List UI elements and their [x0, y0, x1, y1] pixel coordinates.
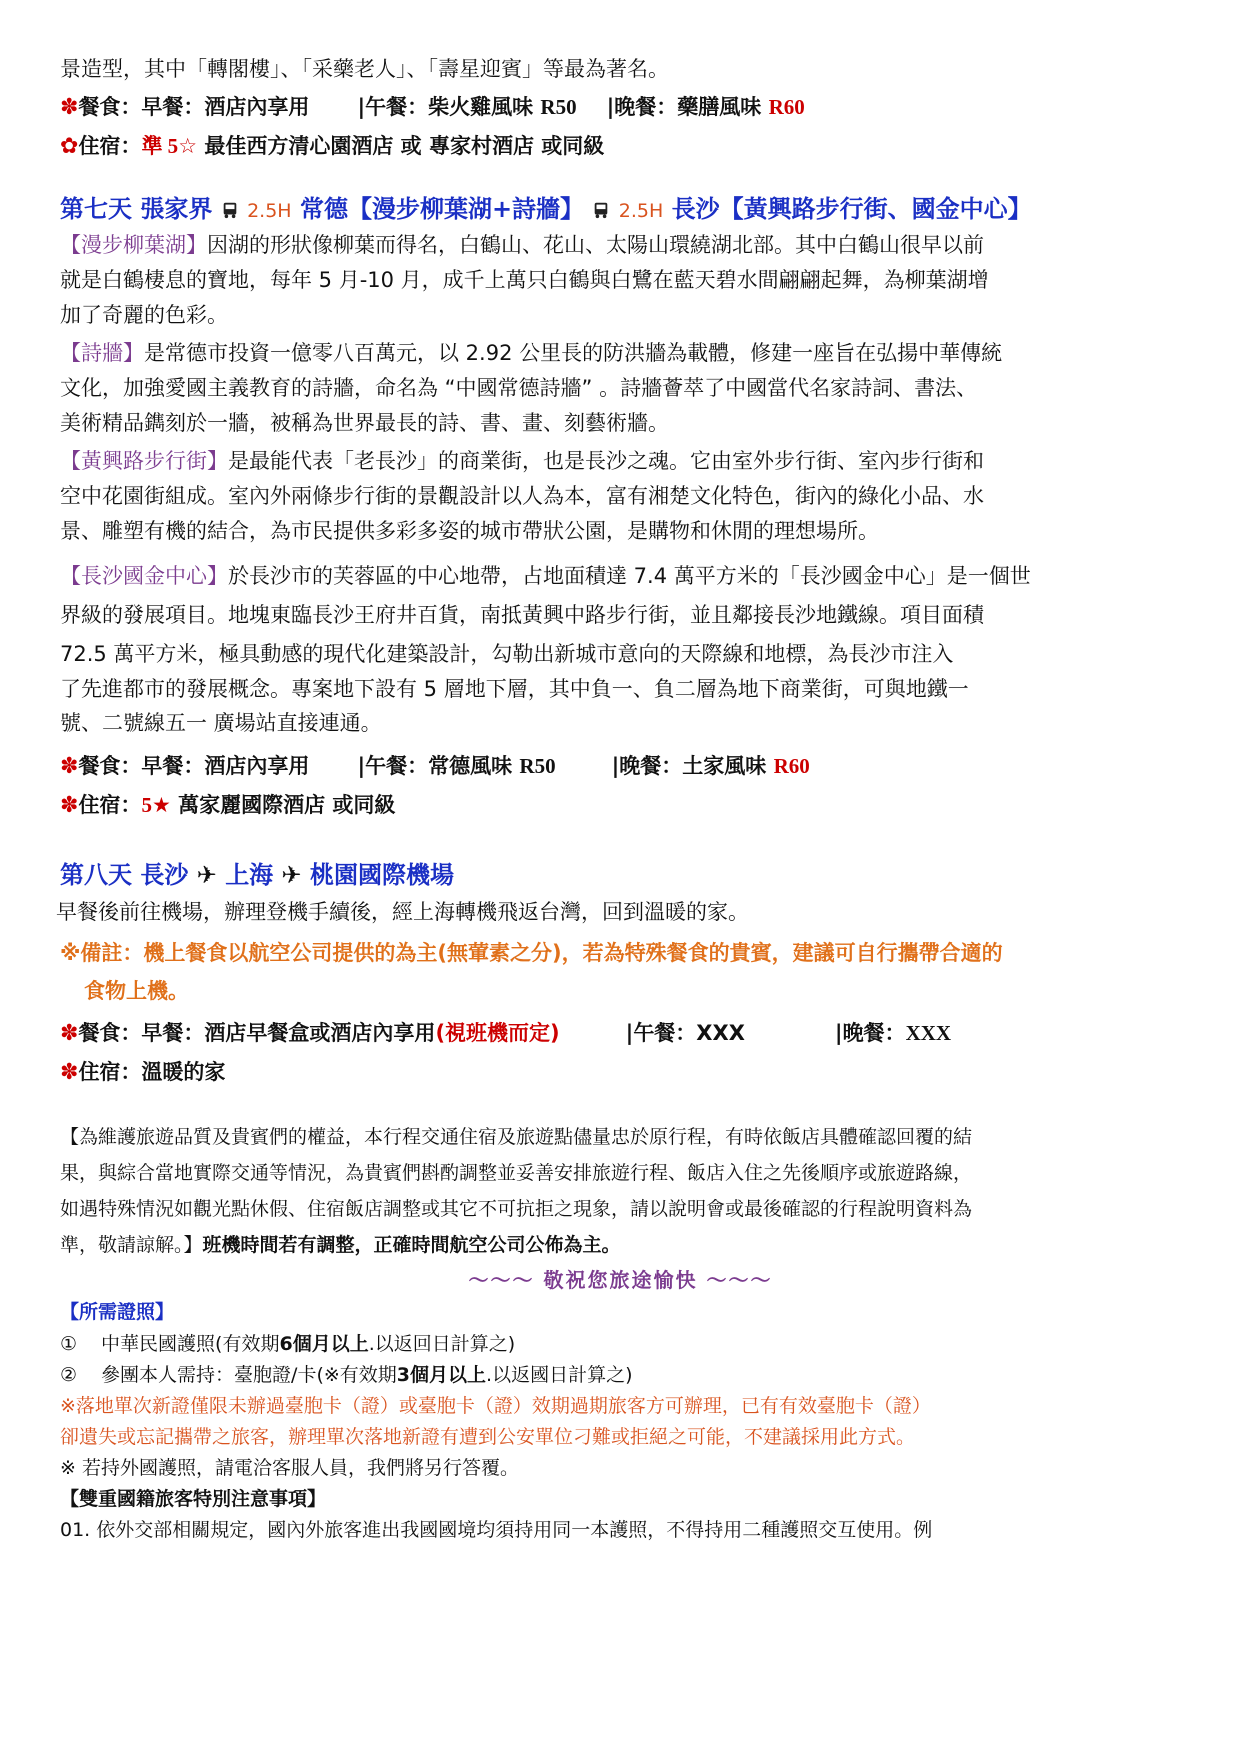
- flower-icon: ✽: [60, 754, 79, 779]
- notice-line1: 【為維護旅遊品質及貴賓們的權益，本行程交通住宿及旅遊點儘量忠於原行程，有時依飯店具體確認回覆的結: [60, 1126, 973, 1148]
- docs-warn-line1: ※落地單次新證僅限未辦過臺胞卡（證）或臺胞卡（證）效期過期旅客方可辦理，已有有效臺胞卡（證）: [60, 1395, 931, 1417]
- day8-note-line2: 食物上機。: [84, 979, 189, 1003]
- flower-icon: ✽: [60, 793, 79, 818]
- notice-line2: 果，與綜合當地實際交通等情況，為貴賓們斟酌調整並妥善安排旅遊行程、飯店入住之先後順序或旅遊路線，: [60, 1162, 973, 1184]
- docs-foreign: ※ 若持外國護照，請電洽客服人員，我們將另行答覆。: [60, 1457, 519, 1479]
- ifs-line1: 【長沙國金中心】於長沙市的芙蓉區的中心地帶，占地面積達 7.4 萬平方米的「長沙國金中心」是一個世: [60, 564, 1031, 588]
- docs-warn-line2: 卻遺失或忘記攜帶之旅客，辦理單次落地新證有遭到公安單位刁難或拒絕之可能，不建議採用此方式。: [60, 1426, 916, 1448]
- huangxing-line2: 空中花園街組成。室內外兩條步行街的景觀設計以人為本，富有湘楚文化特色，街內的綠化小品、水: [60, 484, 984, 508]
- huangxing-line1: 【黃興路步行街】是最能代表「老長沙」的商業街，也是長沙之魂。它由室外步行街、室內步行街和: [60, 449, 984, 473]
- day6-hotel: ✿住宿：準 5☆ 最佳西方清心園酒店 或 專家村酒店 或同級: [60, 134, 605, 159]
- poem-wall-line1: 【詩牆】是常德市投資一億零八百萬元，以 2.92 公里長的防洪牆為載體，修建一座旨在弘揚中華傳統: [60, 341, 1003, 365]
- airplane-icon: ✈: [196, 861, 217, 889]
- day7-title: 第七天 張家界 2.5H 常德【漫步柳葉湖+詩牆】 2.5H 長沙【黃興路步行街、國金中心】: [60, 195, 1032, 223]
- poem-wall-line3: 美術精品鐫刻於一牆，被稱為世界最長的詩、書、畫、刻藝術牆。: [60, 411, 669, 435]
- bus-icon: [592, 201, 610, 219]
- intro-line: 景造型，其中「轉閣樓」、「采藥老人」、「壽星迎賓」等最為著名。: [60, 57, 669, 81]
- liuye-lake-line3: 加了奇麗的色彩。: [60, 303, 228, 327]
- flower-icon: ✿: [60, 134, 79, 159]
- day8-meals: ✽餐食：早餐：酒店早餐盒或酒店內享用(視班機而定) |午餐：XXX |晚餐：XXX: [60, 1021, 952, 1046]
- liuye-lake-line2: 就是白鶴棲息的寶地，每年 5 月-10 月，成千上萬只白鶴與白鷺在藍天碧水間翩翩起舞，為柳葉湖增: [60, 268, 989, 292]
- ifs-line3: 72.5 萬平方米，極具動感的現代化建築設計，勾勒出新城市意向的天際線和地標，為長沙市注入: [60, 642, 954, 666]
- star-outline-icon: ☆: [178, 134, 198, 158]
- flower-icon: ✽: [60, 1021, 79, 1046]
- poem-wall-line2: 文化，加強愛國主義教育的詩牆，命名為 “中國常德詩牆” 。詩牆薈萃了中國當代名家詩詞、書法、: [60, 376, 978, 400]
- docs-item1: ① 中華民國護照(有效期6個月以上.以返回日計算之): [60, 1333, 516, 1355]
- ifs-line4: 了先進都市的發展概念。專案地下設有 5 層地下層，其中負一、負二層為地下商業街，可與地鐵一: [60, 677, 969, 701]
- dual-line1: 01. 依外交部相關規定，國內外旅客進出我國國境均須持用同一本護照，不得持用二種護照交互使用。例: [60, 1519, 933, 1541]
- notice-line3: 如遇特殊情況如觀光點休假、住宿飯店調整或其它不可抗拒之現象，請以說明會或最後確認的行程說明資料為: [60, 1198, 973, 1220]
- dual-title: 【雙重國籍旅客特別注意事項】: [60, 1488, 327, 1510]
- day7-meals: ✽餐食：早餐：酒店內享用 |午餐：常德風味 R50 |晚餐：土家風味 R60: [60, 754, 810, 779]
- day6-meals: ✽餐食：早餐：酒店內享用 |午餐：柴火雞風味 R50 |晚餐：藥膳風味 R60: [60, 95, 805, 120]
- day8-title: 第八天 長沙 ✈ 上海 ✈ 桃園國際機場: [60, 861, 455, 889]
- day8-note-line1: ※備註：機上餐食以航空公司提供的為主(無葷素之分)，若為特殊餐食的貴賓，建議可自行攜帶合適的: [60, 941, 1003, 965]
- day8-desc: 早餐後前往機場，辦理登機手續後，經上海轉機飛返台灣，回到溫暖的家。: [56, 900, 749, 924]
- notice-line4: 準，敬請諒解。】班機時間若有調整，正確時間航空公司公佈為主。: [60, 1234, 621, 1256]
- day7-hotel: ✽住宿：5★ 萬家麗國際酒店 或同級: [60, 793, 396, 818]
- docs-item2: ② 參團本人需持：臺胞證/卡(※有效期3個月以上.以返國日計算之): [60, 1364, 633, 1386]
- airplane-icon: ✈: [281, 861, 302, 889]
- flower-icon: ✽: [60, 1060, 79, 1085]
- liuye-lake-line1: 【漫步柳葉湖】因湖的形狀像柳葉而得名，白鶴山、花山、太陽山環繞湖北部。其中白鶴山很早以前: [60, 233, 984, 257]
- wish-line: ～～～ 敬祝您旅途愉快 ～～～: [468, 1268, 773, 1292]
- flower-icon: ✽: [60, 95, 79, 120]
- huangxing-line3: 景、雕塑有機的結合，為市民提供多彩多姿的城市帶狀公園，是購物和休閒的理想場所。: [60, 519, 879, 543]
- day8-hotel: ✽住宿：溫暖的家: [60, 1060, 226, 1085]
- ifs-line2: 界級的發展項目。地塊東臨長沙王府井百貨，南抵黃興中路步行街，並且鄰接長沙地鐵線。項目面積: [60, 603, 984, 627]
- star-icon: ★: [151, 793, 171, 817]
- bus-icon: [221, 201, 239, 219]
- docs-title: 【所需證照】: [60, 1301, 175, 1323]
- ifs-line5: 號、二號線五一 廣場站直接連通。: [60, 711, 382, 735]
